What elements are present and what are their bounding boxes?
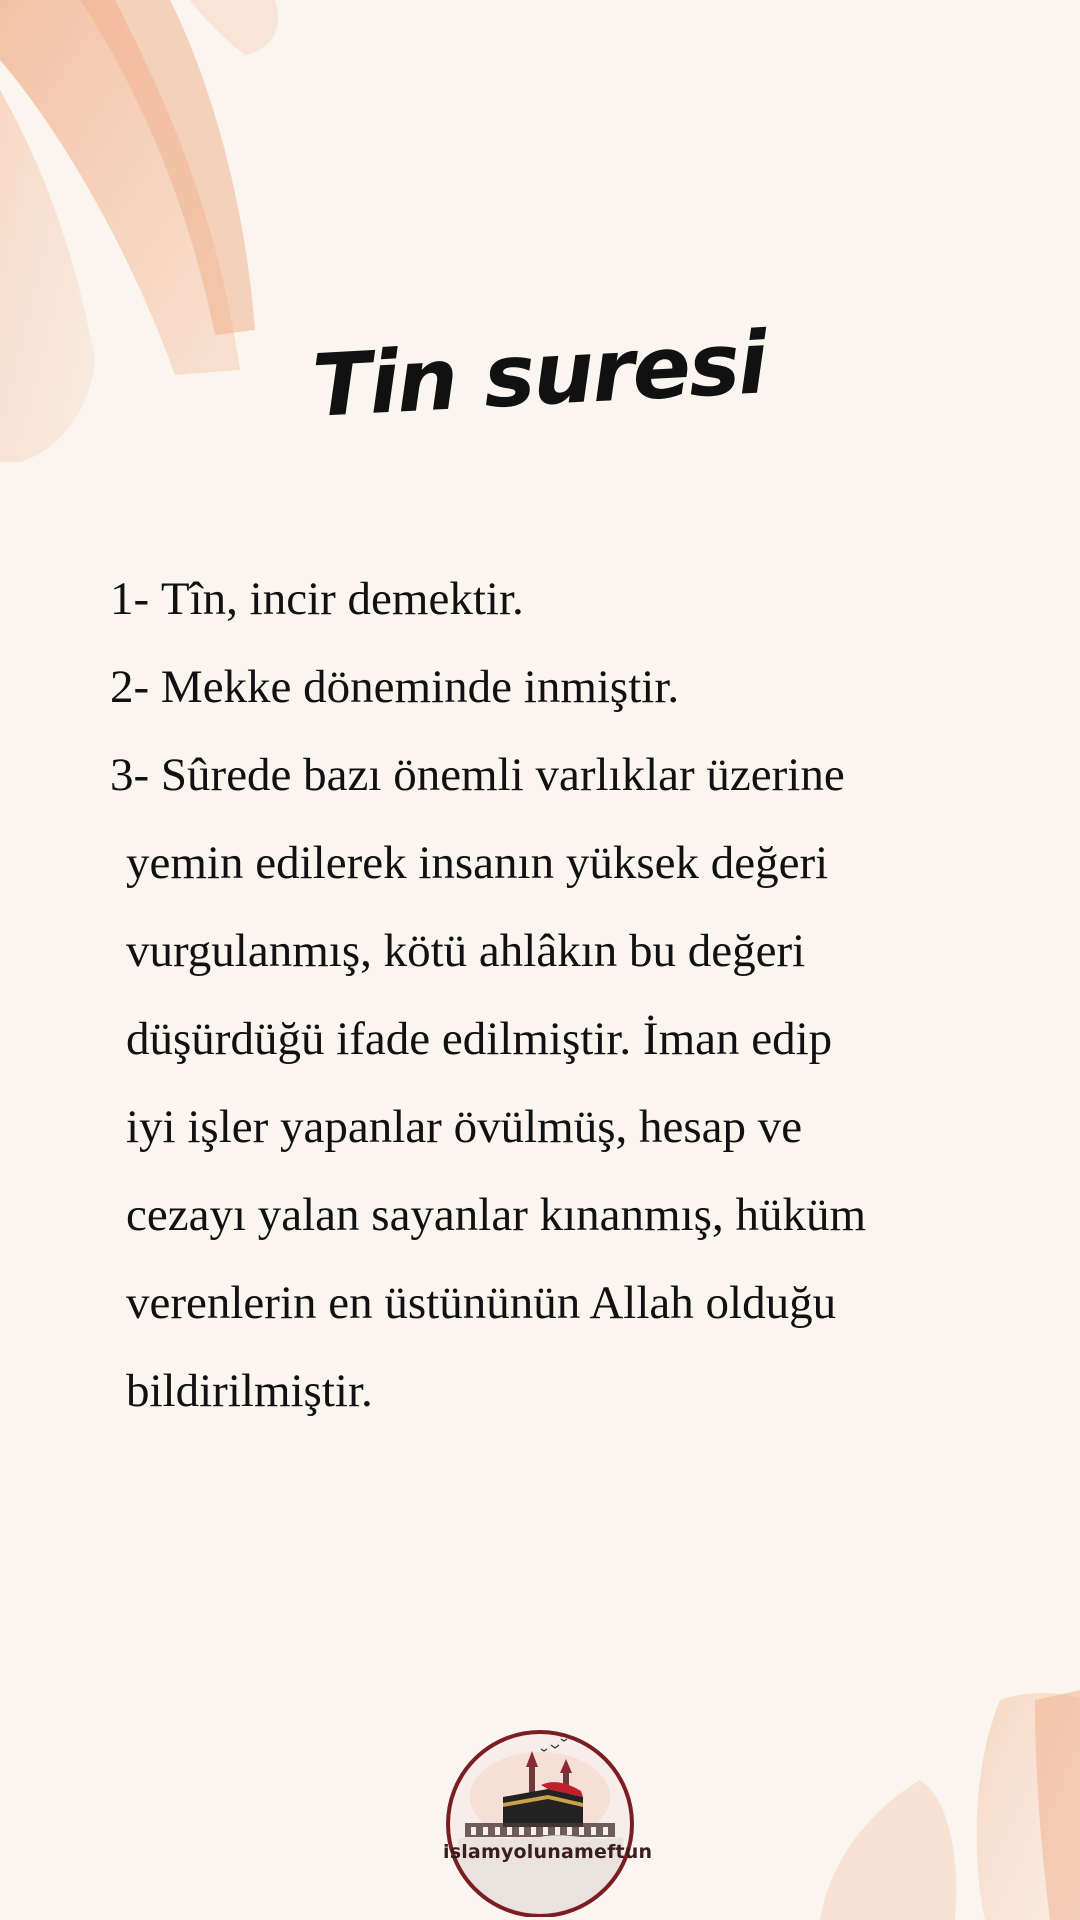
- item-line: verenlerin en üstününün Allah olduğu: [126, 1277, 837, 1329]
- brand-logo: [443, 1727, 653, 1917]
- kaaba-icon: [443, 1727, 653, 1917]
- item-line: düşürdüğü ifade edilmiştir. İman edip: [126, 1013, 833, 1065]
- item-line: yemin edilerek insanın yüksek değeri: [126, 837, 829, 889]
- item-number: 1-: [110, 573, 161, 625]
- brand-logo-text: islamyolunameftun: [443, 1841, 653, 1863]
- item-text: Mekke döneminde inmiştir.: [160, 661, 680, 713]
- bottom-right-brush: [820, 1690, 1080, 1920]
- page-title: Tin suresi: [310, 313, 768, 437]
- item-line: cezayı yalan sayanlar kınanmış, hüküm: [126, 1189, 866, 1241]
- item-number: 2-: [110, 661, 161, 713]
- item-line: bildirilmiştir.: [126, 1365, 373, 1417]
- list-item: [110, 731, 990, 1435]
- description-list: [110, 555, 990, 1435]
- item-line: iyi işler yapanlar övülmüş, hesap ve: [126, 1101, 803, 1153]
- list-item: [110, 555, 990, 643]
- item-text: Tîn, incir demektir.: [160, 573, 524, 625]
- item-line: vurgulanmış, kötü ahlâkın bu değeri: [126, 925, 806, 977]
- item-line: [110, 731, 990, 819]
- item-text: Sûrede bazı önemli varlıklar üzerine: [160, 749, 845, 801]
- item-number: 3-: [110, 749, 161, 801]
- list-item: [110, 643, 990, 731]
